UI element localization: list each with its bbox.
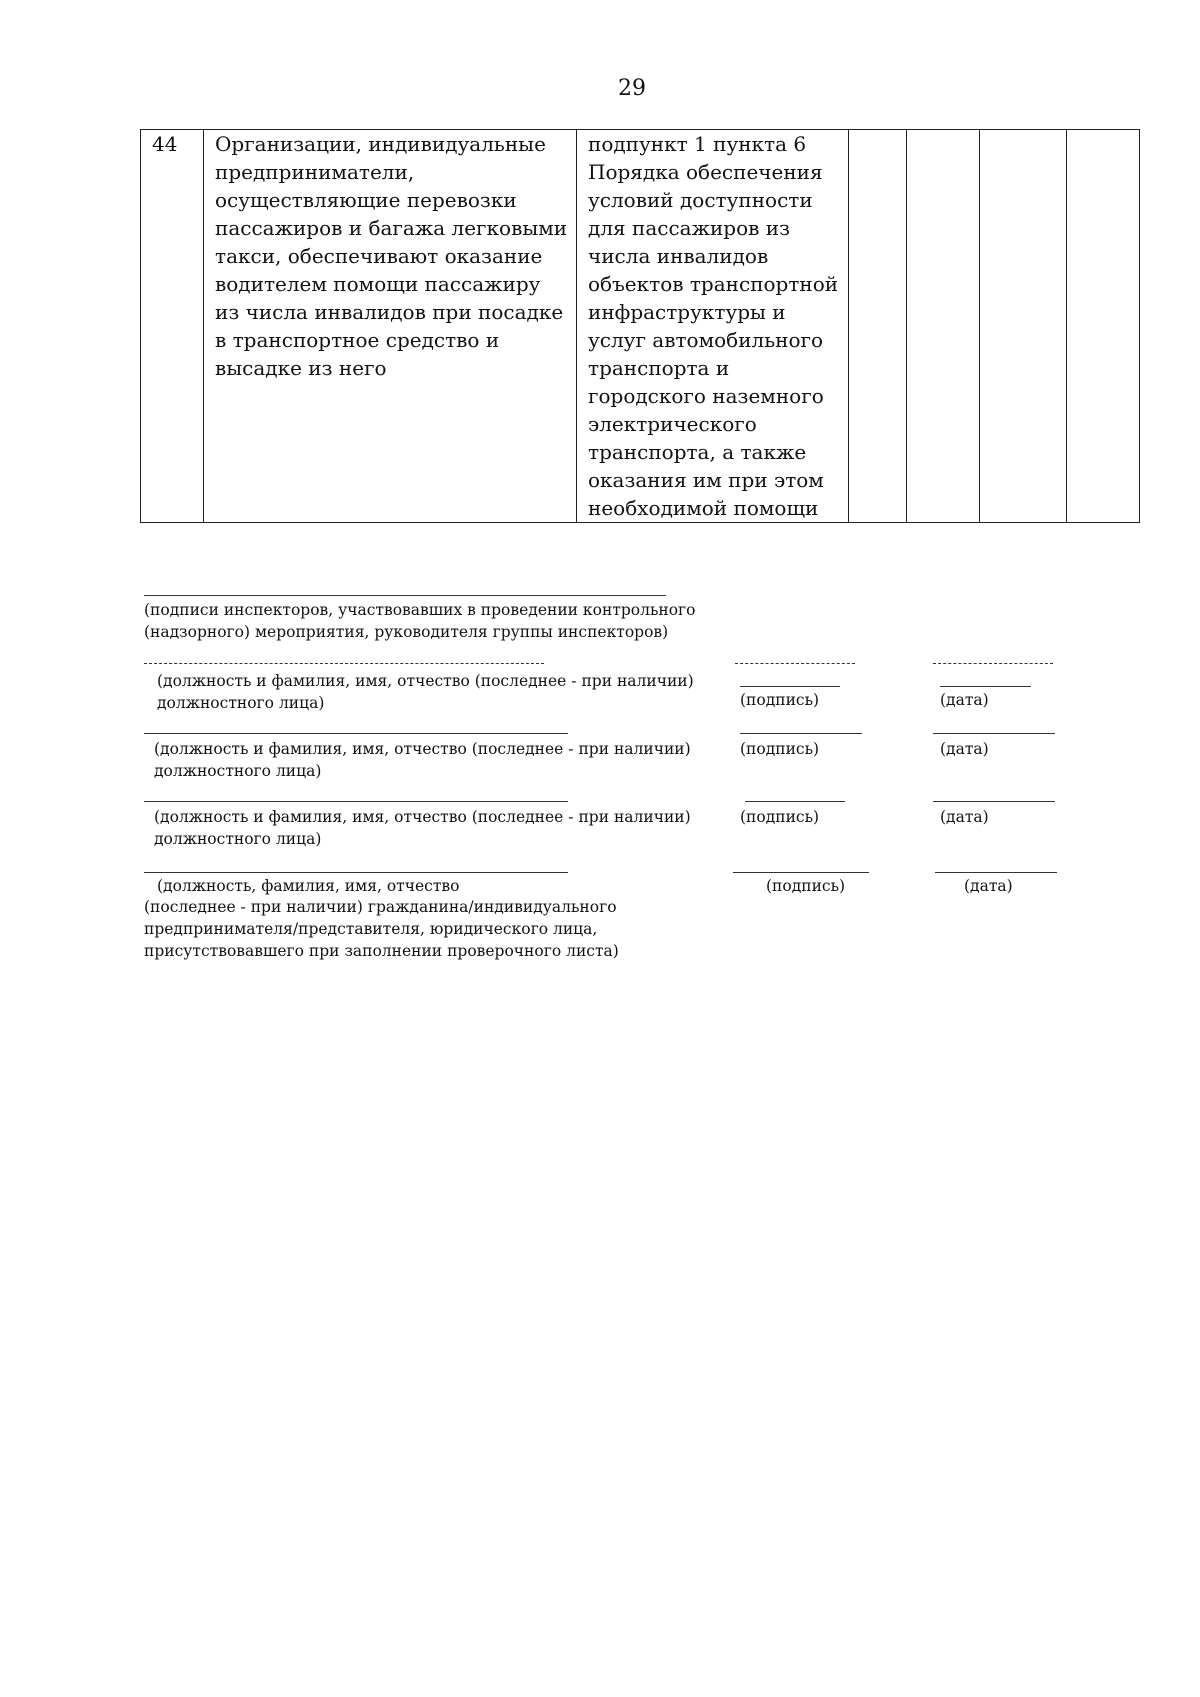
inspectors-caption: (подписи инспекторов, участвовавших в проведении контрольного (надзорного) мероприятия, руководителя группы инспекторов)	[144, 601, 696, 641]
row-number: 44	[152, 132, 178, 156]
official-3-date-caption: (дата)	[940, 808, 989, 826]
requirement-cell	[204, 130, 577, 523]
checklist-table	[140, 129, 1140, 523]
official-1-caption: (должность и фамилия, имя, отчество (последнее - при наличии) должностного лица)	[157, 672, 694, 712]
citizen-signature-caption: (подпись)	[766, 877, 846, 895]
official-3-signature-line[interactable]	[745, 801, 845, 802]
official-2-signature-caption: (подпись)	[740, 740, 820, 758]
answer-yes-cell[interactable]	[849, 130, 907, 523]
official-1-signature-underline	[740, 686, 840, 687]
row-number-cell	[141, 130, 204, 523]
citizen-line[interactable]	[144, 872, 568, 873]
official-1-signature-line[interactable]	[735, 663, 855, 664]
note-cell[interactable]	[1067, 130, 1140, 523]
requirement-text: Организации, индивидуальные предприниматели, осуществляющие перевозки пассажиров и багажа легковыми такси, обеспечивают оказание водителем помощи пассажиру из числа инвалидов при посадке в транспортное средство и высадке из него	[215, 132, 568, 380]
official-3-date-line[interactable]	[933, 801, 1055, 802]
citizen-caption-line1: (должность, фамилия, имя, отчество	[157, 877, 460, 895]
citizen-signature-line[interactable]	[733, 872, 869, 873]
official-3-line[interactable]	[144, 801, 568, 802]
official-1-date-underline	[940, 686, 1031, 687]
official-3-caption: (должность и фамилия, имя, отчество (последнее - при наличии) должностного лица)	[154, 808, 691, 848]
reference-text: подпункт 1 пункта 6 Порядка обеспечения условий доступности для пассажиров из числа инвалидов объектов транспортной инфраструктуры и услуг автомобильного транспорта и городского наземного электрического транспорта, а также оказания им при этом необходимой помощи	[588, 132, 839, 520]
reference-cell	[577, 130, 849, 523]
official-2-line[interactable]	[144, 733, 568, 734]
official-2-date-line[interactable]	[933, 733, 1055, 734]
citizen-date-caption: (дата)	[964, 877, 1013, 895]
official-2-caption: (должность и фамилия, имя, отчество (последнее - при наличии) должностного лица)	[154, 740, 691, 780]
official-1-date-caption: (дата)	[940, 691, 989, 709]
citizen-date-line[interactable]	[935, 872, 1057, 873]
citizen-caption-rest: (последнее - при наличии) гражданина/индивидуального предпринимателя/представителя, юридического лица, присутствовавшего при заполнении проверочного листа)	[144, 898, 619, 960]
page-number: 29	[618, 76, 646, 101]
official-1-signature-caption: (подпись)	[740, 691, 820, 709]
official-2-signature-line[interactable]	[740, 733, 862, 734]
official-1-date-line[interactable]	[933, 663, 1053, 664]
inspectors-signature-line[interactable]	[144, 595, 666, 596]
answer-no-cell[interactable]	[907, 130, 980, 523]
official-3-signature-caption: (подпись)	[740, 808, 820, 826]
official-2-date-caption: (дата)	[940, 740, 989, 758]
official-1-line[interactable]	[144, 663, 544, 664]
answer-na-cell[interactable]	[980, 130, 1067, 523]
table-row	[141, 130, 1140, 523]
